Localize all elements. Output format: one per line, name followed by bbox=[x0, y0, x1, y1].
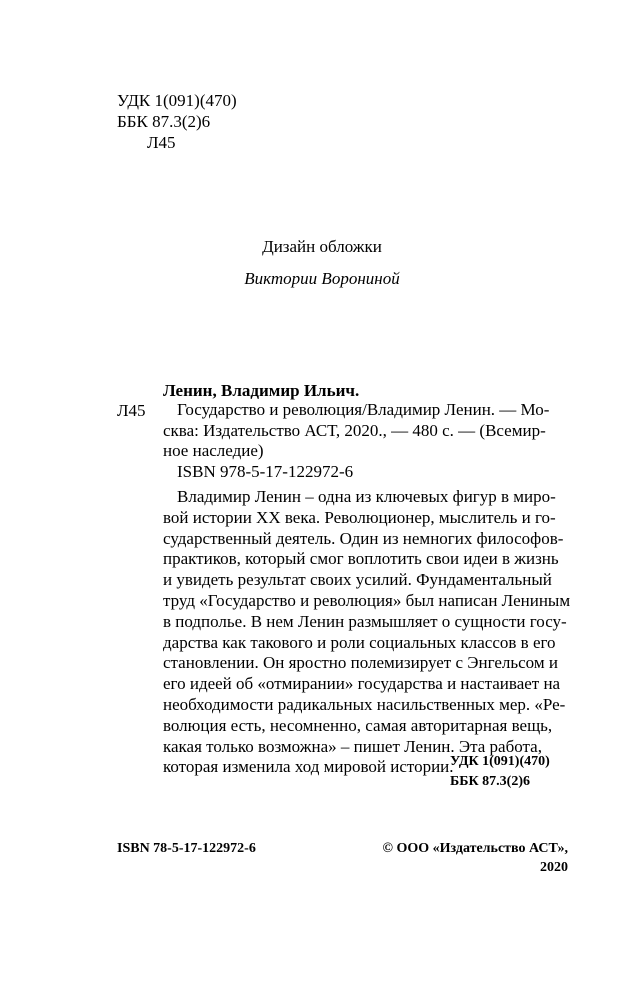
cover-design-credit bbox=[0, 235, 644, 291]
annotation-line: волюция есть, несомненно, самая авторитарная вещь, bbox=[163, 715, 553, 735]
bibliographic-description bbox=[163, 400, 568, 462]
annotation-line: практиков, который смог воплотить свои идеи в жизнь bbox=[163, 549, 559, 569]
catalog-author-mark: Л45 bbox=[117, 401, 146, 420]
copyright-notice bbox=[350, 839, 568, 877]
copyright-year: 2020 bbox=[540, 860, 568, 875]
annotation bbox=[163, 487, 571, 778]
bbk-code-bottom: ББК 87.3(2)6 bbox=[450, 774, 530, 789]
annotation-line: его идеей об «отмирании» государства и настаивает на bbox=[163, 674, 561, 694]
udk-code-bottom: УДК 1(091)(470) bbox=[450, 754, 550, 769]
annotation-line: труд «Государство и революция» был написан Лениным bbox=[163, 590, 571, 610]
annotation-line: в подполье. В нем Ленин размышляет о сущности госу- bbox=[163, 611, 567, 631]
biblio-line: ное наследие) bbox=[163, 441, 264, 460]
catalog-isbn: ISBN 978-5-17-122972-6 bbox=[177, 462, 354, 481]
cover-designer-name: Виктории Ворониной bbox=[244, 269, 400, 288]
annotation-line: и увидеть результат своих усилий. Фундаментальный bbox=[163, 570, 552, 590]
udk-code: УДК 1(091)(470) bbox=[117, 91, 237, 110]
bottom-classification-codes bbox=[450, 752, 550, 792]
copyright-publisher: © ООО «Издательство АСТ», bbox=[382, 841, 568, 856]
cover-design-label: Дизайн обложки bbox=[262, 237, 382, 256]
annotation-line: необходимости радикальных насильственных мер. «Ре- bbox=[163, 694, 566, 714]
annotation-line: дарства как такового и роли социальных классов в его bbox=[163, 632, 556, 652]
biblio-line: Государство и революция/Владимир Ленин. — Мо- bbox=[177, 400, 550, 419]
bbk-code: ББК 87.3(2)6 bbox=[117, 112, 211, 131]
top-classification-codes bbox=[117, 90, 237, 153]
footer-isbn: ISBN 78-5-17-122972-6 bbox=[117, 841, 256, 856]
annotation-line: какая только возможна» – пишет Ленин. Эта работа, bbox=[163, 736, 542, 756]
author-mark: Л45 bbox=[147, 133, 176, 152]
biblio-line: сква: Издательство АСТ, 2020., — 480 с. — (Всемир- bbox=[163, 420, 546, 440]
annotation-line: становлении. Он яростно полемизирует с Энгельсом и bbox=[163, 653, 558, 673]
author-heading: Ленин, Владимир Ильич. bbox=[163, 381, 360, 400]
annotation-line: Владимир Ленин – одна из ключевых фигур в миро- bbox=[177, 487, 556, 506]
annotation-line: сударственный деятель. Один из немногих философов- bbox=[163, 528, 564, 548]
annotation-line: которая изменила ход мировой истории. bbox=[163, 757, 454, 777]
annotation-line: вой истории XX века. Революционер, мыслитель и го- bbox=[163, 507, 556, 527]
